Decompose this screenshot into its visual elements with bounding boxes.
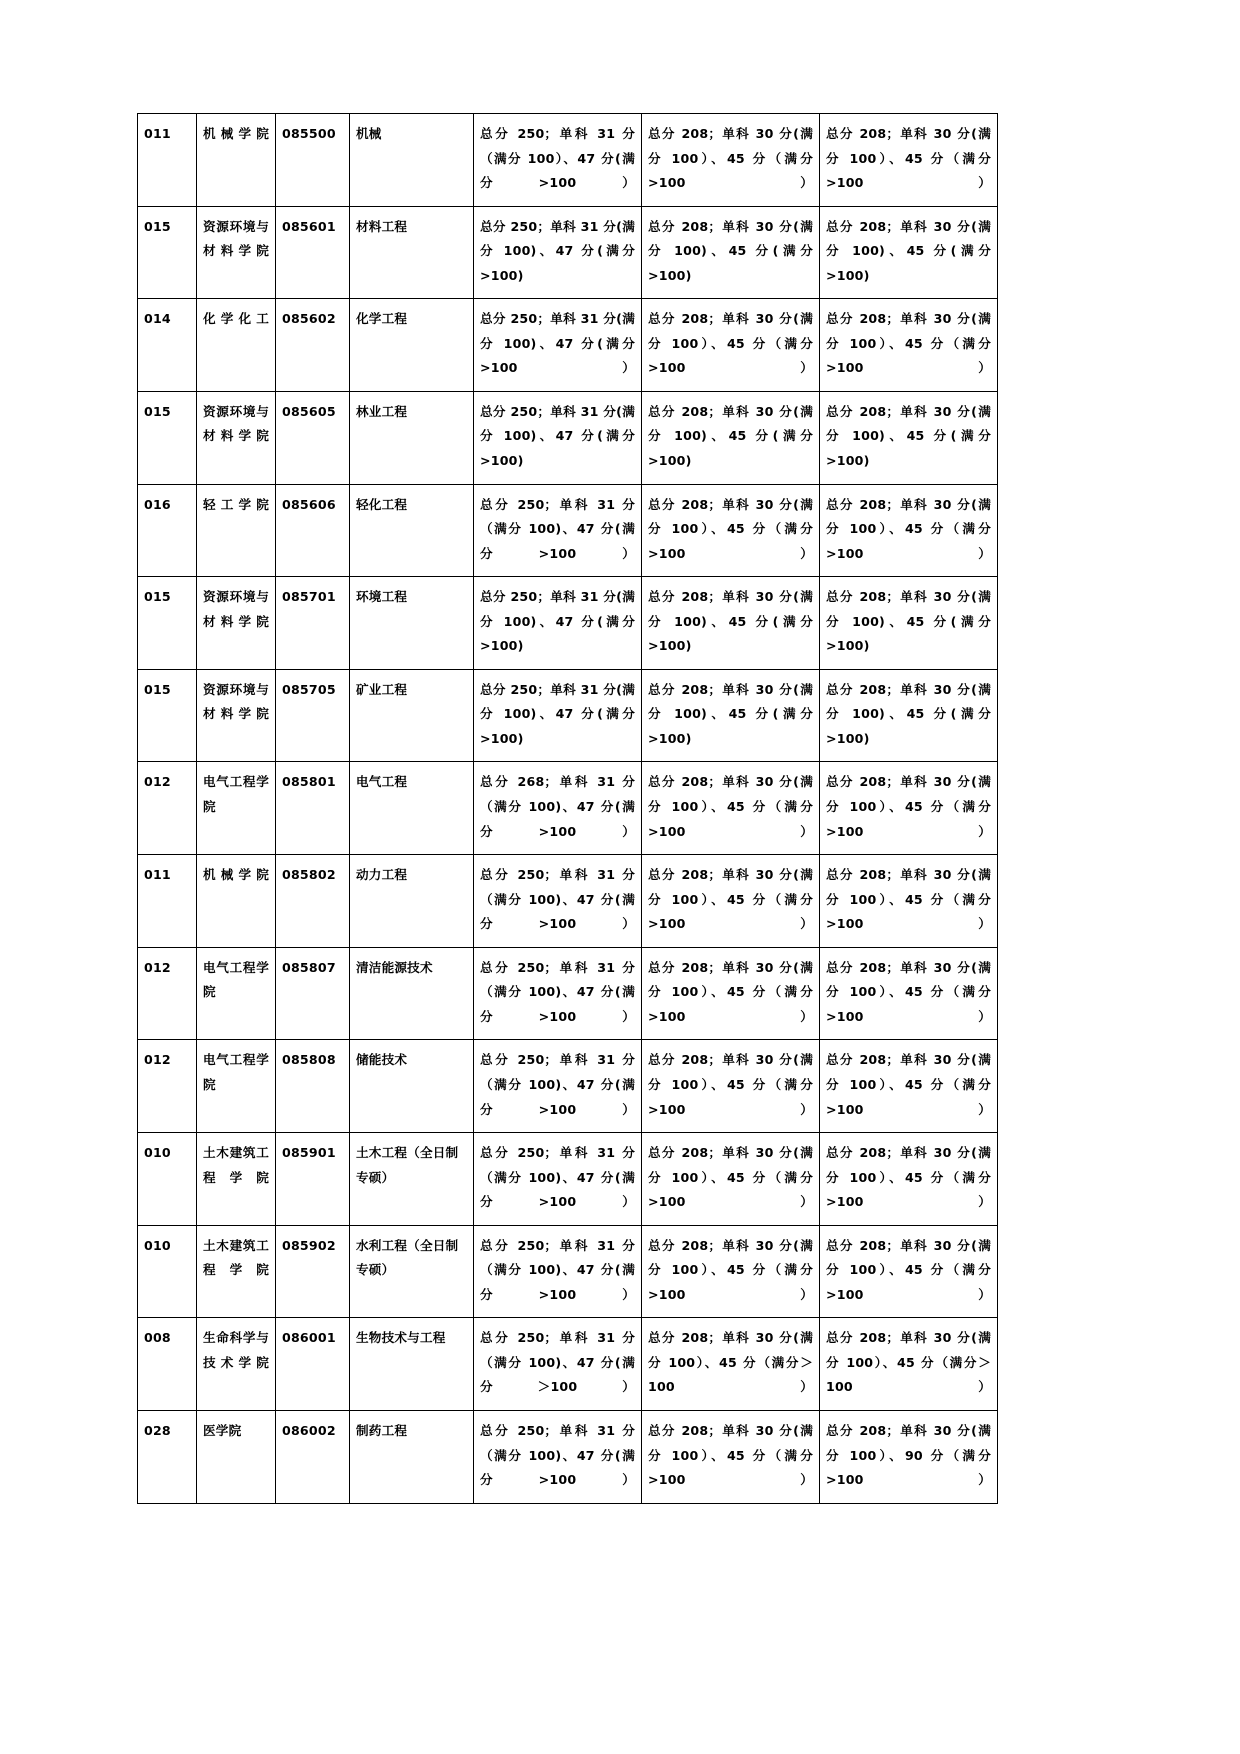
college-name-cell: 资源环境与材料学院 bbox=[197, 391, 276, 484]
major-name-cell: 水利工程（全日制专硕） bbox=[350, 1225, 474, 1318]
score-table bbox=[137, 113, 998, 1504]
score-line-b-cell: 总分 208；单科 30 分(满分 100)、45 分(满分>100) bbox=[642, 391, 820, 484]
major-code-cell: 086001 bbox=[276, 1318, 350, 1411]
college-code-cell: 015 bbox=[138, 206, 197, 299]
score-line-a-cell: 总分 250；单科 31 分（满分 100)、47 分(满分>100） bbox=[474, 855, 642, 948]
score-line-a-cell: 总分 250；单科 31 分（满分 100)、47 分(满分＞100） bbox=[474, 1318, 642, 1411]
major-code-cell: 085601 bbox=[276, 206, 350, 299]
college-name-cell: 轻工学院 bbox=[197, 484, 276, 577]
college-name-cell: 机械学院 bbox=[197, 114, 276, 207]
major-code-cell: 085808 bbox=[276, 1040, 350, 1133]
score-line-a-cell: 总分 250；单科 31 分（满分 100）、47 分(满分>100） bbox=[474, 114, 642, 207]
college-code-cell: 016 bbox=[138, 484, 197, 577]
table-row bbox=[138, 855, 998, 948]
major-name-cell: 轻化工程 bbox=[350, 484, 474, 577]
table-row bbox=[138, 1133, 998, 1226]
college-name-cell: 土木建筑工程学院 bbox=[197, 1133, 276, 1226]
college-code-cell: 010 bbox=[138, 1133, 197, 1226]
score-line-c-cell: 总分 208；单科 30 分(满分 100）、90 分（满分>100） bbox=[820, 1410, 998, 1503]
score-line-c-cell: 总分 208；单科 30 分(满分 100）、45 分（满分>100） bbox=[820, 1040, 998, 1133]
score-line-a-cell: 总分 268；单科 31 分（满分 100)、47 分(满分>100） bbox=[474, 762, 642, 855]
score-line-c-cell: 总分 208；单科 30 分(满分 100）、45 分（满分＞100） bbox=[820, 1318, 998, 1411]
major-name-cell: 储能技术 bbox=[350, 1040, 474, 1133]
college-code-cell: 011 bbox=[138, 855, 197, 948]
score-line-c-cell: 总分 208；单科 30 分(满分 100）、45 分（满分>100） bbox=[820, 855, 998, 948]
major-name-cell: 土木工程（全日制专硕） bbox=[350, 1133, 474, 1226]
major-code-cell: 085705 bbox=[276, 669, 350, 762]
major-name-cell: 清洁能源技术 bbox=[350, 947, 474, 1040]
college-name-cell: 机械学院 bbox=[197, 855, 276, 948]
score-table-container bbox=[137, 113, 997, 1504]
score-line-b-cell: 总分 208；单科 30 分(满分 100）、45 分（满分>100） bbox=[642, 762, 820, 855]
score-line-b-cell: 总分 208；单科 30 分(满分 100）、45 分（满分＞100） bbox=[642, 1318, 820, 1411]
score-line-a-cell: 总分 250；单科 31 分(满分 100)、47 分(满分>100) bbox=[474, 206, 642, 299]
score-line-a-cell: 总分 250；单科 31 分(满分 100)、47 分(满分>100) bbox=[474, 577, 642, 670]
major-code-cell: 085606 bbox=[276, 484, 350, 577]
score-line-b-cell: 总分 208；单科 30 分(满分 100)、45 分(满分>100) bbox=[642, 577, 820, 670]
table-row bbox=[138, 114, 998, 207]
score-line-b-cell: 总分 208；单科 30 分(满分 100）、45 分（满分>100） bbox=[642, 947, 820, 1040]
table-row bbox=[138, 669, 998, 762]
table-row bbox=[138, 206, 998, 299]
college-name-cell: 电气工程学院 bbox=[197, 947, 276, 1040]
score-table-body bbox=[138, 114, 998, 1504]
college-code-cell: 012 bbox=[138, 762, 197, 855]
score-line-c-cell: 总分 208；单科 30 分(满分 100）、45 分（满分>100） bbox=[820, 114, 998, 207]
table-row bbox=[138, 947, 998, 1040]
college-name-cell: 电气工程学院 bbox=[197, 1040, 276, 1133]
score-line-b-cell: 总分 208；单科 30 分(满分 100）、45 分（满分>100） bbox=[642, 299, 820, 392]
college-name-cell: 资源环境与材料学院 bbox=[197, 669, 276, 762]
major-code-cell: 085701 bbox=[276, 577, 350, 670]
college-code-cell: 010 bbox=[138, 1225, 197, 1318]
college-code-cell: 012 bbox=[138, 947, 197, 1040]
table-row bbox=[138, 1410, 998, 1503]
college-code-cell: 014 bbox=[138, 299, 197, 392]
table-row bbox=[138, 1225, 998, 1318]
score-line-c-cell: 总分 208；单科 30 分(满分 100)、45 分(满分>100) bbox=[820, 391, 998, 484]
major-code-cell: 085802 bbox=[276, 855, 350, 948]
college-name-cell: 电气工程学院 bbox=[197, 762, 276, 855]
college-name-cell: 医学院 bbox=[197, 1410, 276, 1503]
score-line-c-cell: 总分 208；单科 30 分(满分 100）、45 分（满分>100） bbox=[820, 947, 998, 1040]
table-row bbox=[138, 391, 998, 484]
major-code-cell: 085902 bbox=[276, 1225, 350, 1318]
major-name-cell: 制药工程 bbox=[350, 1410, 474, 1503]
score-line-b-cell: 总分 208；单科 30 分(满分 100）、45 分（满分>100） bbox=[642, 114, 820, 207]
major-name-cell: 机械 bbox=[350, 114, 474, 207]
major-code-cell: 086002 bbox=[276, 1410, 350, 1503]
college-code-cell: 015 bbox=[138, 669, 197, 762]
score-line-b-cell: 总分 208；单科 30 分(满分 100）、45 分（满分>100） bbox=[642, 1225, 820, 1318]
score-line-b-cell: 总分 208；单科 30 分(满分 100)、45 分(满分>100) bbox=[642, 669, 820, 762]
score-line-a-cell: 总分 250；单科 31 分（满分 100)、47 分(满分>100） bbox=[474, 947, 642, 1040]
major-code-cell: 085807 bbox=[276, 947, 350, 1040]
score-line-a-cell: 总分 250；单科 31 分(满分 100)、47 分(满分>100) bbox=[474, 391, 642, 484]
score-line-b-cell: 总分 208；单科 30 分(满分 100)、45 分(满分>100) bbox=[642, 206, 820, 299]
table-row bbox=[138, 1040, 998, 1133]
college-code-cell: 028 bbox=[138, 1410, 197, 1503]
major-code-cell: 085901 bbox=[276, 1133, 350, 1226]
score-line-c-cell: 总分 208；单科 30 分(满分 100）、45 分（满分>100） bbox=[820, 484, 998, 577]
score-line-c-cell: 总分 208；单科 30 分(满分 100）、45 分（满分>100） bbox=[820, 762, 998, 855]
major-name-cell: 电气工程 bbox=[350, 762, 474, 855]
college-name-cell: 资源环境与材料学院 bbox=[197, 206, 276, 299]
score-line-a-cell: 总分 250；单科 31 分(满分 100)、47 分(满分>100) bbox=[474, 669, 642, 762]
major-code-cell: 085801 bbox=[276, 762, 350, 855]
major-name-cell: 化学工程 bbox=[350, 299, 474, 392]
college-code-cell: 015 bbox=[138, 577, 197, 670]
table-row bbox=[138, 577, 998, 670]
score-line-b-cell: 总分 208；单科 30 分(满分 100）、45 分（满分>100） bbox=[642, 1133, 820, 1226]
college-name-cell: 生命科学与技术学院 bbox=[197, 1318, 276, 1411]
major-code-cell: 085605 bbox=[276, 391, 350, 484]
score-line-b-cell: 总分 208；单科 30 分(满分 100）、45 分（满分>100） bbox=[642, 484, 820, 577]
college-name-cell: 资源环境与材料学院 bbox=[197, 577, 276, 670]
college-code-cell: 011 bbox=[138, 114, 197, 207]
major-name-cell: 矿业工程 bbox=[350, 669, 474, 762]
major-name-cell: 材料工程 bbox=[350, 206, 474, 299]
college-code-cell: 008 bbox=[138, 1318, 197, 1411]
college-code-cell: 015 bbox=[138, 391, 197, 484]
major-name-cell: 生物技术与工程 bbox=[350, 1318, 474, 1411]
major-name-cell: 动力工程 bbox=[350, 855, 474, 948]
major-name-cell: 环境工程 bbox=[350, 577, 474, 670]
score-line-a-cell: 总分 250；单科 31 分（满分 100)、47 分(满分>100） bbox=[474, 484, 642, 577]
table-row bbox=[138, 762, 998, 855]
score-line-a-cell: 总分 250；单科 31 分（满分 100)、47 分(满分>100） bbox=[474, 1225, 642, 1318]
major-code-cell: 085500 bbox=[276, 114, 350, 207]
score-line-c-cell: 总分 208；单科 30 分(满分 100）、45 分（满分>100） bbox=[820, 1225, 998, 1318]
score-line-b-cell: 总分 208；单科 30 分(满分 100）、45 分（满分>100） bbox=[642, 1410, 820, 1503]
college-name-cell: 土木建筑工程学院 bbox=[197, 1225, 276, 1318]
score-line-c-cell: 总分 208；单科 30 分(满分 100）、45 分（满分>100） bbox=[820, 1133, 998, 1226]
score-line-c-cell: 总分 208；单科 30 分(满分 100）、45 分（满分>100） bbox=[820, 299, 998, 392]
major-code-cell: 085602 bbox=[276, 299, 350, 392]
score-line-a-cell: 总分 250；单科 31 分(满分 100)、47 分(满分>100） bbox=[474, 299, 642, 392]
table-row bbox=[138, 484, 998, 577]
score-line-a-cell: 总分 250；单科 31 分（满分 100)、47 分(满分>100） bbox=[474, 1410, 642, 1503]
score-line-b-cell: 总分 208；单科 30 分(满分 100）、45 分（满分>100） bbox=[642, 1040, 820, 1133]
major-name-cell: 林业工程 bbox=[350, 391, 474, 484]
college-name-cell: 化学化工 bbox=[197, 299, 276, 392]
score-line-a-cell: 总分 250；单科 31 分（满分 100)、47 分(满分>100） bbox=[474, 1040, 642, 1133]
college-code-cell: 012 bbox=[138, 1040, 197, 1133]
table-row bbox=[138, 299, 998, 392]
score-line-c-cell: 总分 208；单科 30 分(满分 100)、45 分(满分>100) bbox=[820, 577, 998, 670]
score-line-b-cell: 总分 208；单科 30 分(满分 100）、45 分（满分>100） bbox=[642, 855, 820, 948]
score-line-c-cell: 总分 208；单科 30 分(满分 100)、45 分(满分>100) bbox=[820, 669, 998, 762]
score-line-a-cell: 总分 250；单科 31 分（满分 100)、47 分(满分>100） bbox=[474, 1133, 642, 1226]
table-row bbox=[138, 1318, 998, 1411]
score-line-c-cell: 总分 208；单科 30 分(满分 100)、45 分(满分>100) bbox=[820, 206, 998, 299]
